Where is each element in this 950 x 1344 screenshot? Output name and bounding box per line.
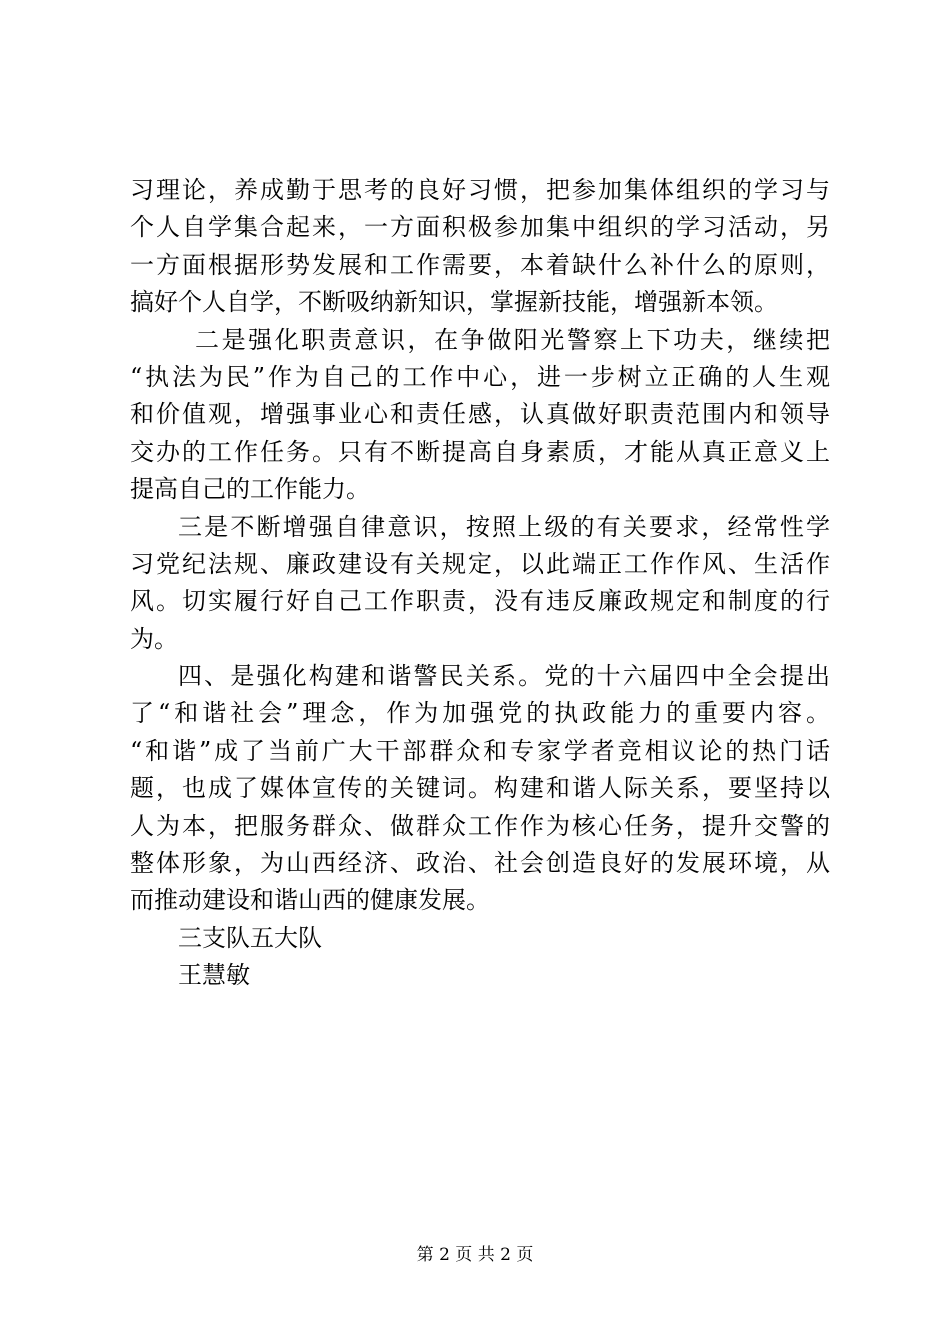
signature-name: 王慧敏 bbox=[178, 961, 250, 990]
text-line: 而推动建设和谐山西的健康发展。 bbox=[130, 886, 490, 915]
paragraph-self-discipline bbox=[130, 509, 830, 659]
signature-block bbox=[130, 920, 830, 995]
text-line: 为。 bbox=[130, 624, 178, 653]
text-line: 习理论，养成勤于思考的良好习惯，把参加集体组织的学习与 bbox=[130, 176, 830, 204]
text-line: 了“和谐社会”理念，作为加强党的执政能力的重要内容。 bbox=[130, 699, 830, 728]
text-line: 二是强化职责意识，在争做阳光警察上下功夫，继续把 bbox=[195, 325, 830, 354]
text-line: 题，也成了媒体宣传的关键词。构建和谐人际关系，要坚持以 bbox=[130, 774, 830, 803]
text-line: 搞好个人自学，不断吸纳新知识，掌握新技能，增强新本领。 bbox=[130, 288, 778, 317]
text-line: 交办的工作任务。只有不断提高自身素质，才能从真正意义上 bbox=[130, 437, 830, 466]
text-line: “执法为民”作为自己的工作中心，进一步树立正确的人生观 bbox=[130, 362, 830, 391]
text-line: “和谐”成了当前广大干部群众和专家学者竞相议论的热门话 bbox=[130, 736, 830, 765]
text-line: 习党纪法规、廉政建设有关规定，以此端正工作作风、生活作 bbox=[130, 549, 830, 578]
text-line: 一方面根据形势发展和工作需要，本着缺什么补什么的原则， bbox=[130, 250, 830, 279]
paragraph-study bbox=[130, 172, 830, 322]
paragraph-harmony bbox=[130, 658, 830, 920]
text-line: 四、是强化构建和谐警民关系。党的十六届四中全会提出 bbox=[178, 662, 830, 691]
signature-unit: 三支队五大队 bbox=[178, 923, 322, 952]
page-footer bbox=[0, 1244, 950, 1266]
text-line: 风。切实履行好自己工作职责，没有违反廉政规定和制度的行 bbox=[130, 587, 830, 616]
paragraph-responsibility bbox=[130, 322, 830, 509]
text-line: 个人自学集合起来，一方面积极参加集中组织的学习活动，另 bbox=[130, 213, 830, 242]
page-number: 第 2 页 共 2 页 bbox=[416, 1245, 534, 1265]
document-body bbox=[130, 172, 830, 995]
text-line: 提高自己的工作能力。 bbox=[130, 475, 370, 504]
text-line: 三是不断增强自律意识，按照上级的有关要求，经常性学 bbox=[178, 512, 830, 541]
text-line: 人为本，把服务群众、做群众工作作为核心任务，提升交警的 bbox=[130, 811, 830, 840]
text-line: 和价值观，增强事业心和责任感，认真做好职责范围内和领导 bbox=[130, 400, 830, 429]
text-line: 整体形象，为山西经济、政治、社会创造良好的发展环境，从 bbox=[130, 849, 830, 878]
